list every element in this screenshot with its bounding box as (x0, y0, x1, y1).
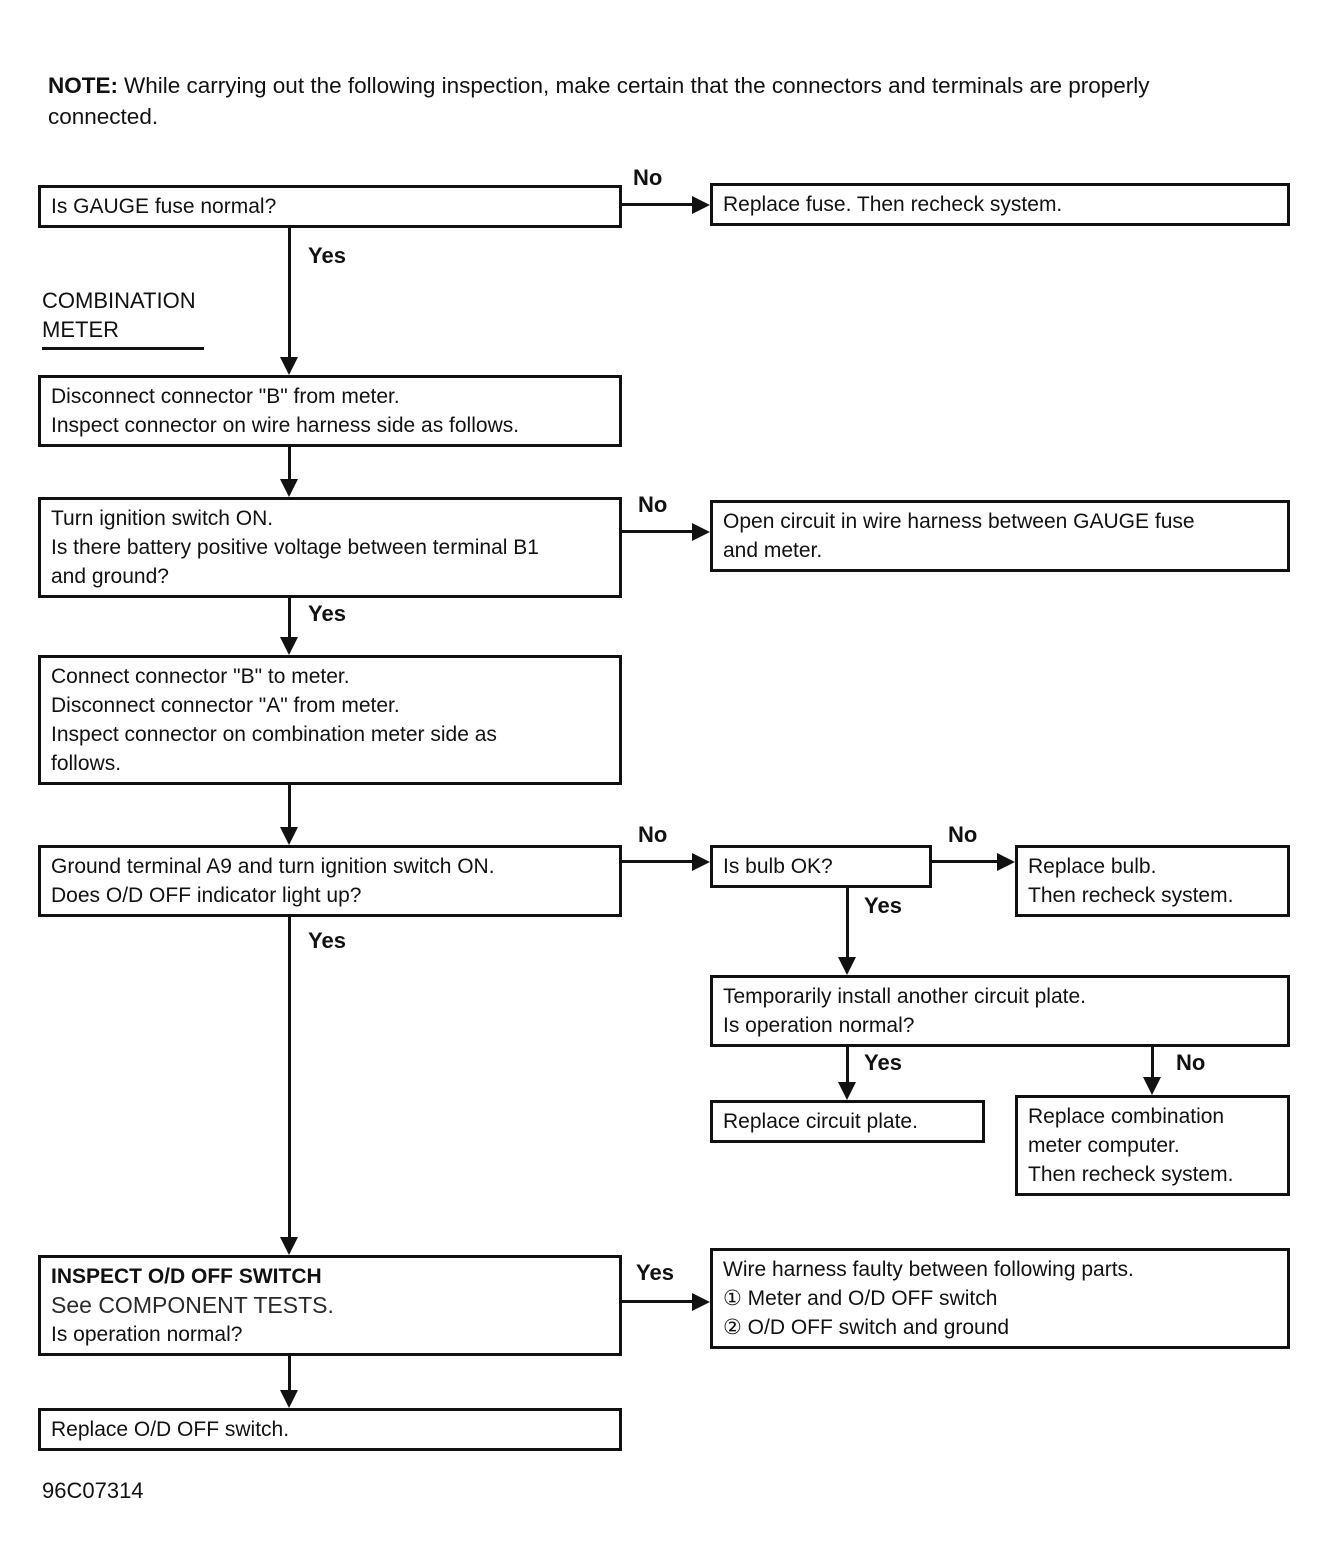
edge-plate-yes-line (846, 1047, 849, 1084)
node-connect-b-line2: Disconnect connector "A" from meter. (51, 694, 400, 717)
node-gauge-fuse-text: Is GAUGE fuse normal? (51, 195, 277, 218)
edge-battery-no-line (622, 530, 694, 533)
node-gauge-fuse (38, 185, 622, 228)
node-replace-od-off-switch (38, 1408, 622, 1451)
node-battery-voltage-line3: and ground? (51, 565, 169, 588)
node-replace-meter-computer-line2: meter computer. (1028, 1134, 1180, 1157)
edge-connect-b-line (288, 779, 291, 829)
edge-battery-yes-arrowhead (280, 637, 298, 655)
edge-ground-a9-yes-arrowhead (280, 1237, 298, 1255)
node-connect-b-line4: follows. (51, 752, 122, 775)
node-wire-harness-faulty (710, 1248, 1290, 1349)
edge-label-yes: Yes (308, 243, 346, 268)
node-wire-harness-line1: Wire harness faulty between following parts. (723, 1258, 1134, 1281)
edge-disconnect-b-arrowhead (280, 479, 298, 497)
node-open-circuit-line1: Open circuit in wire harness between GAUGE fuse (723, 510, 1195, 533)
edge-label-no: No (948, 822, 978, 847)
node-wire-harness-line3: ② O/D OFF switch and ground (723, 1316, 1010, 1339)
edge-ground-a9-no-line (622, 860, 694, 863)
edge-label-no: No (638, 492, 668, 517)
node-connect-b-disconnect-a (38, 655, 622, 785)
node-bulb-ok (710, 845, 932, 888)
node-ground-a9 (38, 845, 622, 917)
edge-label-yes: Yes (308, 601, 346, 626)
edge-inspect-od-no-arrowhead (280, 1390, 298, 1408)
node-replace-fuse (710, 183, 1290, 226)
node-replace-meter-computer-line3: Then recheck system. (1028, 1163, 1234, 1186)
edge-ground-a9-no-arrowhead (692, 853, 710, 871)
node-replace-fuse-text: Replace fuse. Then recheck system. (723, 193, 1063, 216)
note-text: While carrying out the following inspection, make certain that the connectors and terminals are properly connected. (48, 73, 1150, 129)
node-battery-voltage (38, 497, 622, 598)
node-replace-meter-computer (1015, 1095, 1290, 1196)
note-label: NOTE: (48, 73, 118, 98)
node-open-circuit (710, 500, 1290, 572)
node-ground-a9-line1: Ground terminal A9 and turn ignition switch ON. (51, 855, 495, 878)
edge-gauge-fuse-yes-line (288, 226, 291, 359)
edge-plate-no-line (1151, 1047, 1154, 1079)
edge-battery-yes-line (288, 595, 291, 639)
node-replace-bulb-line1: Replace bulb. (1028, 855, 1157, 878)
node-battery-voltage-line1: Turn ignition switch ON. (51, 507, 274, 530)
section-label-underline (42, 347, 204, 350)
node-replace-od-off-switch-text: Replace O/D OFF switch. (51, 1418, 290, 1441)
node-replace-circuit-plate (710, 1100, 985, 1143)
node-open-circuit-line2: and meter. (723, 539, 823, 562)
node-bulb-ok-text: Is bulb OK? (723, 855, 833, 878)
node-wire-harness-line2: ① Meter and O/D OFF switch (723, 1287, 998, 1310)
section-label-line2: METER (42, 317, 119, 342)
node-ground-a9-line2: Does O/D OFF indicator light up? (51, 884, 362, 907)
edge-label-yes: Yes (864, 1050, 902, 1075)
figure-code: 96C07314 (42, 1478, 144, 1503)
edge-gauge-fuse-no-arrowhead (692, 196, 710, 214)
node-disconnect-b-line2: Inspect connector on wire harness side as follows. (51, 414, 520, 437)
edge-bulb-yes-line (846, 888, 849, 957)
node-battery-voltage-line2: Is there battery positive voltage between terminal B1 (51, 536, 539, 559)
edge-gauge-fuse-yes-arrowhead (280, 357, 298, 375)
edge-inspect-od-no-line (288, 1354, 291, 1390)
node-replace-bulb (1015, 845, 1290, 917)
edge-ground-a9-yes-line (288, 917, 291, 1237)
node-connect-b-line1: Connect connector "B" to meter. (51, 665, 350, 688)
node-inspect-od-line2: Is operation normal? (51, 1323, 243, 1346)
node-circuit-plate-line2: Is operation normal? (723, 1014, 915, 1037)
section-label-line1: COMBINATION (42, 288, 196, 313)
node-inspect-od-title: INSPECT O/D OFF SWITCH (51, 1265, 322, 1288)
node-inspect-od-off-switch (38, 1255, 622, 1356)
edge-battery-no-arrowhead (692, 523, 710, 541)
node-disconnect-connector-b (38, 375, 622, 447)
edge-bulb-yes-arrowhead (838, 957, 856, 975)
edge-label-yes: Yes (636, 1260, 674, 1285)
edge-label-no: No (638, 822, 668, 847)
edge-label-no: No (1176, 1050, 1206, 1075)
node-connect-b-line3: Inspect connector on combination meter side as (51, 723, 497, 746)
note (48, 70, 1248, 132)
node-inspect-od-line1: See COMPONENT TESTS. (51, 1292, 334, 1318)
edge-label-yes: Yes (864, 893, 902, 918)
edge-connect-b-arrowhead (280, 827, 298, 845)
edge-inspect-od-yes-line (622, 1300, 694, 1303)
node-circuit-plate-line1: Temporarily install another circuit plate. (723, 985, 1086, 1008)
node-circuit-plate (710, 975, 1290, 1047)
node-replace-meter-computer-line1: Replace combination (1028, 1105, 1225, 1128)
section-label-combination-meter (42, 286, 196, 344)
node-replace-circuit-plate-text: Replace circuit plate. (723, 1110, 918, 1133)
node-replace-bulb-line2: Then recheck system. (1028, 884, 1234, 907)
edge-bulb-no-arrowhead (997, 853, 1015, 871)
edge-label-no: No (633, 165, 663, 190)
node-disconnect-b-line1: Disconnect connector "B" from meter. (51, 385, 400, 408)
edge-plate-no-arrowhead (1143, 1077, 1161, 1095)
edge-bulb-no-line (932, 860, 999, 863)
edge-label-yes: Yes (308, 928, 346, 953)
edge-inspect-od-yes-arrowhead (692, 1293, 710, 1311)
edge-plate-yes-arrowhead (838, 1082, 856, 1100)
edge-gauge-fuse-no-line (622, 203, 694, 206)
